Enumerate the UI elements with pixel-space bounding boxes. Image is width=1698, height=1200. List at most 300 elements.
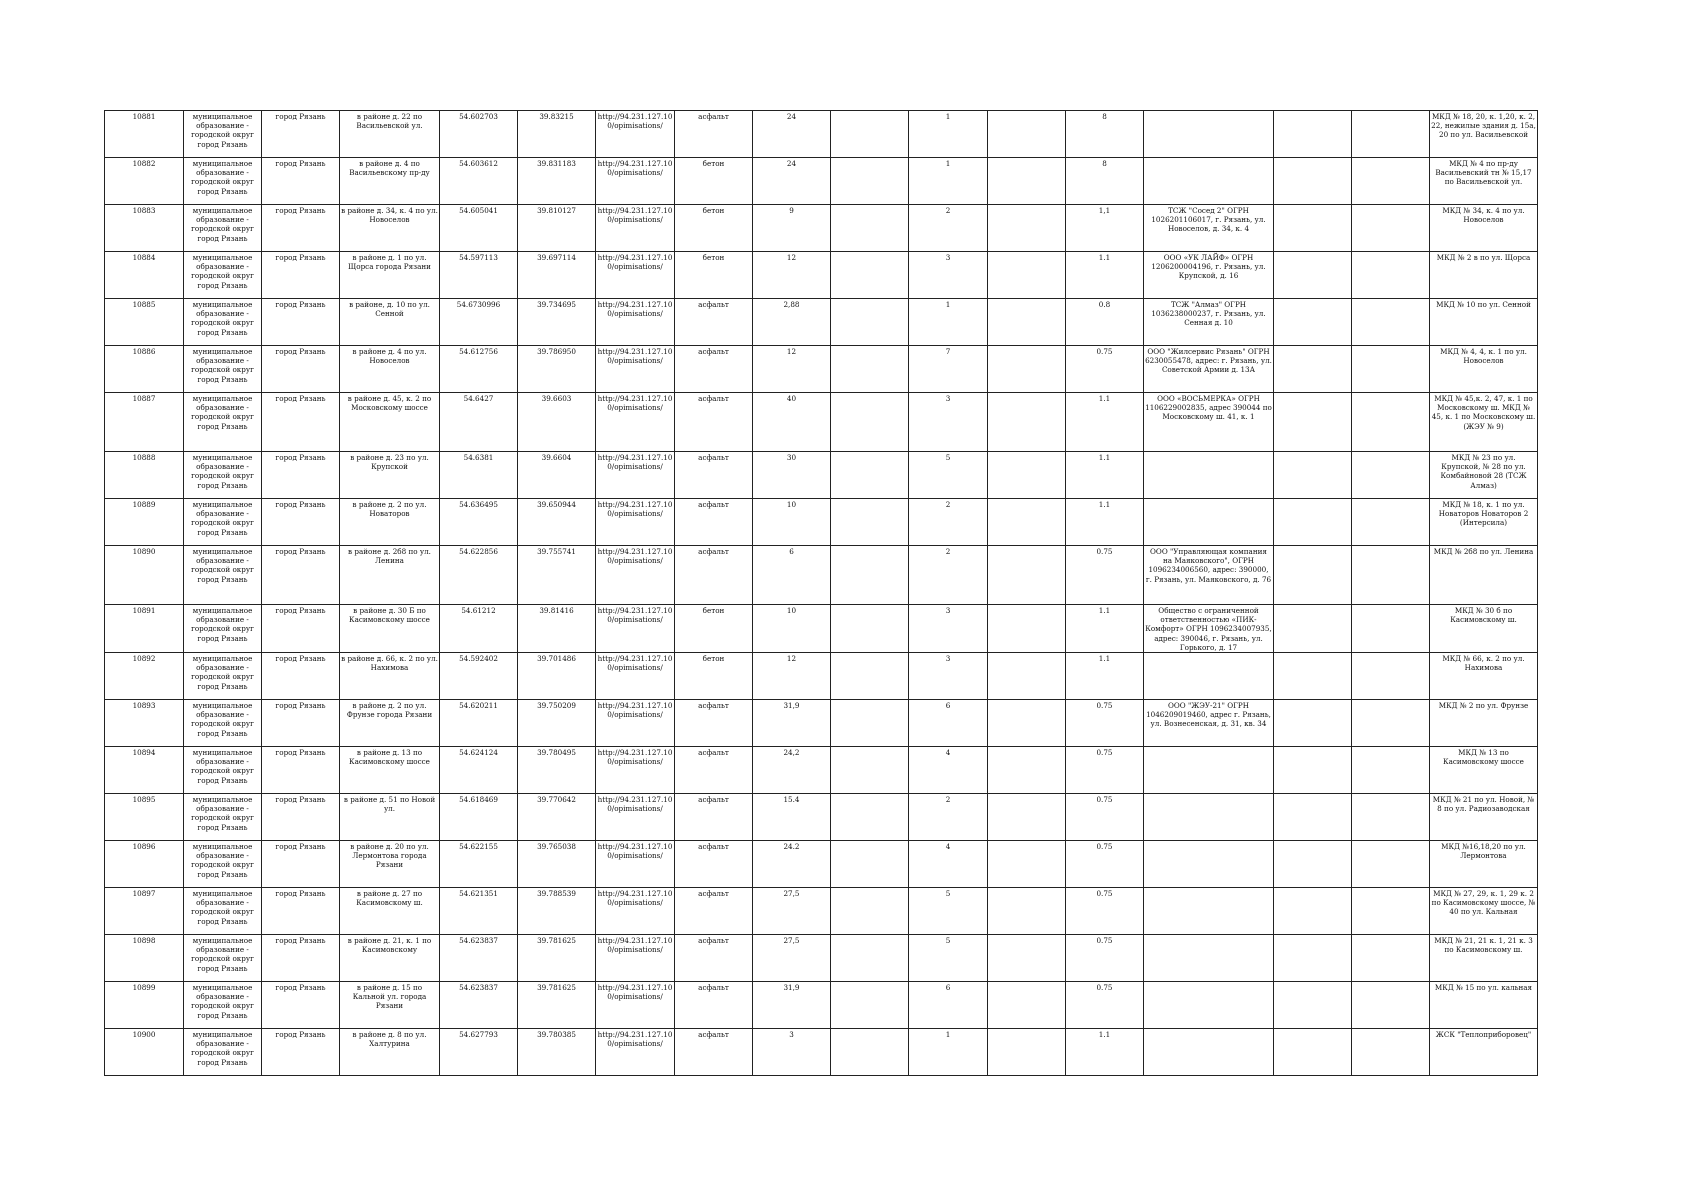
empty-cell: [1352, 605, 1430, 653]
buildings-cell: МКД № 18, 20, к. 1,20, к. 2, 22, нежилые здания д. 15а, 20 по ул. Васильевской: [1430, 111, 1538, 158]
area-cell: 24: [753, 158, 831, 205]
empty-cell: [1352, 252, 1430, 299]
empty-cell: [988, 393, 1066, 452]
url-cell: http://94.231.127.10 0/opimisations/: [596, 653, 675, 700]
row-number-cell: 10894: [105, 747, 184, 794]
latitude-cell: 54.627793: [440, 1029, 518, 1076]
address-cell: в районе д. 8 по ул. Халтурина: [340, 1029, 440, 1076]
empty-cell: [988, 888, 1066, 935]
empty-cell: [1274, 299, 1352, 346]
area-cell: 12: [753, 252, 831, 299]
surface-cell: асфальт: [675, 982, 753, 1029]
area-cell: 2,88: [753, 299, 831, 346]
surface-cell: асфальт: [675, 499, 753, 546]
area-cell: 31,9: [753, 700, 831, 747]
area-cell: 24: [753, 111, 831, 158]
municipality-cell: муниципальное образование - городской округ город Рязань: [184, 794, 262, 841]
municipality-cell: муниципальное образование - городской округ город Рязань: [184, 546, 262, 605]
volume-cell: 1.1: [1066, 393, 1144, 452]
latitude-cell: 54.618469: [440, 794, 518, 841]
longitude-cell: 39.810127: [518, 205, 596, 252]
row-number-cell: 10899: [105, 982, 184, 1029]
table-row: [105, 700, 1538, 747]
area-cell: 27,5: [753, 935, 831, 982]
buildings-cell: МКД № 18, к. 1 по ул. Новаторов Новаторов 2 (Интерсила): [1430, 499, 1538, 546]
volume-cell: 0.75: [1066, 346, 1144, 393]
url-cell: http://94.231.127.10 0/opimisations/: [596, 111, 675, 158]
surface-cell: бетон: [675, 158, 753, 205]
surface-cell: асфальт: [675, 299, 753, 346]
empty-cell: [1274, 158, 1352, 205]
buildings-cell: ЖСК "Теплоприборовец": [1430, 1029, 1538, 1076]
municipality-cell: муниципальное образование - городской округ город Рязань: [184, 1029, 262, 1076]
organization-cell: [1144, 653, 1274, 700]
latitude-cell: 54.61212: [440, 605, 518, 653]
url-cell: http://94.231.127.10 0/opimisations/: [596, 299, 675, 346]
empty-cell: [1274, 653, 1352, 700]
count-cell: 3: [909, 393, 988, 452]
empty-cell: [831, 653, 909, 700]
empty-cell: [831, 499, 909, 546]
empty-cell: [1352, 935, 1430, 982]
table-row: [105, 393, 1538, 452]
count-cell: 5: [909, 935, 988, 982]
latitude-cell: 54.620211: [440, 700, 518, 747]
latitude-cell: 54.612756: [440, 346, 518, 393]
empty-cell: [1352, 499, 1430, 546]
table-row: [105, 346, 1538, 393]
city-cell: город Рязань: [262, 111, 340, 158]
area-cell: 24.2: [753, 841, 831, 888]
city-cell: город Рязань: [262, 299, 340, 346]
row-number-cell: 10898: [105, 935, 184, 982]
volume-cell: 0.75: [1066, 841, 1144, 888]
table-row: [105, 888, 1538, 935]
longitude-cell: 39.788539: [518, 888, 596, 935]
count-cell: 2: [909, 794, 988, 841]
volume-cell: 8: [1066, 158, 1144, 205]
empty-cell: [1274, 935, 1352, 982]
longitude-cell: 39.755741: [518, 546, 596, 605]
volume-cell: 0.75: [1066, 888, 1144, 935]
empty-cell: [1274, 393, 1352, 452]
longitude-cell: 39.770642: [518, 794, 596, 841]
city-cell: город Рязань: [262, 393, 340, 452]
area-cell: 3: [753, 1029, 831, 1076]
url-cell: http://94.231.127.10 0/opimisations/: [596, 982, 675, 1029]
organization-cell: ООО "Управляющая компания на Маяковского", ОГРН 1096234006560, адрес: 390000, г. Рязань, ул. Маяковского, д. 76: [1144, 546, 1274, 605]
row-number-cell: 10897: [105, 888, 184, 935]
table-row: [105, 499, 1538, 546]
buildings-cell: МКД № 34, к. 4 по ул. Новоселов: [1430, 205, 1538, 252]
count-cell: 4: [909, 841, 988, 888]
latitude-cell: 54.623837: [440, 935, 518, 982]
buildings-cell: МКД № 2 в по ул. Щорса: [1430, 252, 1538, 299]
longitude-cell: 39.650944: [518, 499, 596, 546]
municipality-cell: муниципальное образование - городской округ город Рязань: [184, 653, 262, 700]
organization-cell: [1144, 982, 1274, 1029]
buildings-cell: МКД № 23 по ул. Крупской, № 28 по ул. Комбайновой 28 (ТСЖ Алмаз): [1430, 452, 1538, 499]
row-number-cell: 10881: [105, 111, 184, 158]
row-number-cell: 10896: [105, 841, 184, 888]
buildings-cell: МКД № 27, 29, к. 1, 29 к. 2 по Касимовскому шоссе, № 40 по ул. Кальная: [1430, 888, 1538, 935]
table-row: [105, 452, 1538, 499]
volume-cell: 1.1: [1066, 452, 1144, 499]
table-row: [105, 1029, 1538, 1076]
empty-cell: [1352, 393, 1430, 452]
longitude-cell: 39.83215: [518, 111, 596, 158]
table-row: [105, 111, 1538, 158]
empty-cell: [1352, 299, 1430, 346]
buildings-cell: МКД № 30 б по Касимовскому ш.: [1430, 605, 1538, 653]
longitude-cell: 39.781625: [518, 935, 596, 982]
empty-cell: [1274, 747, 1352, 794]
empty-cell: [988, 1029, 1066, 1076]
buildings-cell: МКД № 21, 21 к. 1, 21 к. 3 по Касимовскому ш.: [1430, 935, 1538, 982]
municipality-cell: муниципальное образование - городской округ город Рязань: [184, 111, 262, 158]
table-row: [105, 605, 1538, 653]
empty-cell: [831, 452, 909, 499]
row-number-cell: 10885: [105, 299, 184, 346]
empty-cell: [831, 841, 909, 888]
organization-cell: [1144, 1029, 1274, 1076]
organization-cell: [1144, 747, 1274, 794]
municipality-cell: муниципальное образование - городской округ город Рязань: [184, 747, 262, 794]
area-cell: 24,2: [753, 747, 831, 794]
empty-cell: [988, 794, 1066, 841]
longitude-cell: 39.780495: [518, 747, 596, 794]
buildings-cell: МКД № 45,к. 2, 47, к. 1 по Московскому ш. МКД № 45, к. 1 по Московскому ш. (ЖЭУ № 9): [1430, 393, 1538, 452]
row-number-cell: 10891: [105, 605, 184, 653]
address-cell: в районе д. 2б8 по ул. Ленина: [340, 546, 440, 605]
surface-cell: асфальт: [675, 111, 753, 158]
municipality-cell: муниципальное образование - городской округ город Рязань: [184, 841, 262, 888]
address-cell: в районе д. 22 по Васильевской ул.: [340, 111, 440, 158]
volume-cell: 0.75: [1066, 700, 1144, 747]
count-cell: 5: [909, 452, 988, 499]
organization-cell: [1144, 935, 1274, 982]
latitude-cell: 54.6730996: [440, 299, 518, 346]
empty-cell: [831, 299, 909, 346]
surface-cell: асфальт: [675, 747, 753, 794]
empty-cell: [1274, 499, 1352, 546]
empty-cell: [988, 452, 1066, 499]
organization-cell: ТСЖ "Алмаз" ОГРН 1036238000237, г. Рязань, ул. Сенная д. 10: [1144, 299, 1274, 346]
empty-cell: [988, 299, 1066, 346]
volume-cell: 1.1: [1066, 1029, 1144, 1076]
row-number-cell: 10890: [105, 546, 184, 605]
row-number-cell: 10892: [105, 653, 184, 700]
address-cell: в районе д. 23 по ул. Крупской: [340, 452, 440, 499]
surface-cell: асфальт: [675, 346, 753, 393]
municipality-cell: муниципальное образование - городской округ город Рязань: [184, 252, 262, 299]
volume-cell: 0.75: [1066, 935, 1144, 982]
latitude-cell: 54.602703: [440, 111, 518, 158]
url-cell: http://94.231.127.10 0/opimisations/: [596, 452, 675, 499]
municipality-cell: муниципальное образование - городской округ город Рязань: [184, 393, 262, 452]
volume-cell: 1.1: [1066, 252, 1144, 299]
organization-cell: Общество с ограниченной ответственностью «ПИК-Комфорт» ОГРН 1096234007935, адрес: 390046, г. Рязань, ул. Горького, д. 17: [1145, 606, 1272, 652]
empty-cell: [1352, 888, 1430, 935]
city-cell: город Рязань: [262, 653, 340, 700]
empty-cell: [831, 205, 909, 252]
empty-cell: [988, 653, 1066, 700]
organization-cell: [1144, 111, 1274, 158]
volume-cell: 0.75: [1066, 794, 1144, 841]
city-cell: город Рязань: [262, 888, 340, 935]
count-cell: 7: [909, 346, 988, 393]
city-cell: город Рязань: [262, 700, 340, 747]
address-cell: в районе д. 21, к. 1 по Касимовскому: [340, 935, 440, 982]
city-cell: город Рязань: [262, 546, 340, 605]
latitude-cell: 54.6381: [440, 452, 518, 499]
url-cell: http://94.231.127.10 0/opimisations/: [596, 158, 675, 205]
latitude-cell: 54.592402: [440, 653, 518, 700]
empty-cell: [988, 111, 1066, 158]
municipality-cell: муниципальное образование - городской округ город Рязань: [184, 346, 262, 393]
organization-cell: [1144, 452, 1274, 499]
city-cell: город Рязань: [262, 841, 340, 888]
municipality-cell: муниципальное образование - городской округ город Рязань: [184, 452, 262, 499]
empty-cell: [988, 935, 1066, 982]
volume-cell: 0.8: [1066, 299, 1144, 346]
empty-cell: [831, 158, 909, 205]
address-cell: в районе д. 15 по Кальной ул. города Рязани: [340, 982, 440, 1029]
surface-cell: бетон: [675, 205, 753, 252]
surface-cell: асфальт: [675, 935, 753, 982]
url-cell: http://94.231.127.10 0/opimisations/: [596, 1029, 675, 1076]
row-number-cell: 10893: [105, 700, 184, 747]
surface-cell: бетон: [675, 252, 753, 299]
table-row: [105, 252, 1538, 299]
area-cell: 12: [753, 653, 831, 700]
latitude-cell: 54.622155: [440, 841, 518, 888]
surface-cell: бетон: [675, 605, 753, 653]
address-cell: в районе д. 4 по ул. Новоселов: [340, 346, 440, 393]
empty-cell: [1274, 982, 1352, 1029]
city-cell: город Рязань: [262, 794, 340, 841]
empty-cell: [988, 205, 1066, 252]
city-cell: город Рязань: [262, 935, 340, 982]
empty-cell: [1274, 546, 1352, 605]
buildings-cell: МКД № 4, 4, к. 1 по ул. Новоселов: [1430, 346, 1538, 393]
url-cell: http://94.231.127.10 0/opimisations/: [596, 841, 675, 888]
table-row: [105, 794, 1538, 841]
surface-cell: асфальт: [675, 452, 753, 499]
longitude-cell: 39.831183: [518, 158, 596, 205]
empty-cell: [988, 499, 1066, 546]
longitude-cell: 39.781625: [518, 982, 596, 1029]
organization-cell: [1144, 888, 1274, 935]
empty-cell: [988, 747, 1066, 794]
empty-cell: [1352, 346, 1430, 393]
row-number-cell: 10882: [105, 158, 184, 205]
data-table: [104, 110, 1538, 1076]
city-cell: город Рязань: [262, 1029, 340, 1076]
empty-cell: [1352, 452, 1430, 499]
empty-cell: [1352, 700, 1430, 747]
organization-cell: ООО "ЖЭУ-21" ОГРН 1046209019460, адрес г. Рязань, ул. Вознесенская, д. 31, кв. 34: [1144, 700, 1274, 747]
surface-cell: асфальт: [675, 888, 753, 935]
area-cell: 9: [753, 205, 831, 252]
volume-cell: 1.1: [1066, 605, 1144, 653]
address-cell: в районе д. 20 по ул. Лермонтова города Рязани: [340, 841, 440, 888]
address-cell: в районе, д. 10 по ул. Сенной: [340, 299, 440, 346]
empty-cell: [831, 747, 909, 794]
count-cell: 3: [909, 252, 988, 299]
area-cell: 10: [753, 499, 831, 546]
empty-cell: [988, 982, 1066, 1029]
area-cell: 6: [753, 546, 831, 605]
empty-cell: [1274, 346, 1352, 393]
longitude-cell: 39.780385: [518, 1029, 596, 1076]
buildings-cell: МКД № 66, к. 2 по ул. Нахимова: [1430, 653, 1538, 700]
address-cell: в районе д. 34, к. 4 по ул. Новоселов: [340, 205, 440, 252]
empty-cell: [1274, 252, 1352, 299]
buildings-cell: МКД № 13 по Касимовскому шоссе: [1430, 747, 1538, 794]
empty-cell: [1274, 1029, 1352, 1076]
surface-cell: асфальт: [675, 393, 753, 452]
buildings-cell: МКД № 21 по ул. Новой, № 8 по ул. Радиозаводская: [1430, 794, 1538, 841]
empty-cell: [831, 252, 909, 299]
buildings-cell: МКД № 15 по ул. кальная: [1430, 982, 1538, 1029]
latitude-cell: 54.605041: [440, 205, 518, 252]
row-number-cell: 10883: [105, 205, 184, 252]
latitude-cell: 54.623837: [440, 982, 518, 1029]
city-cell: город Рязань: [262, 605, 340, 653]
row-number-cell: 10900: [105, 1029, 184, 1076]
surface-cell: асфальт: [675, 841, 753, 888]
buildings-cell: МКД № 4 по пр-ду Васильевский тн № 15,17 по Васильевской ул.: [1430, 158, 1538, 205]
volume-cell: 1.1: [1066, 499, 1144, 546]
volume-cell: 1,1: [1066, 205, 1144, 252]
municipality-cell: муниципальное образование - городской округ город Рязань: [184, 888, 262, 935]
empty-cell: [1352, 546, 1430, 605]
buildings-cell: МКД №16,18,20 по ул. Лермонтова: [1430, 841, 1538, 888]
url-cell: http://94.231.127.10 0/opimisations/: [596, 346, 675, 393]
longitude-cell: 39.6603: [518, 393, 596, 452]
count-cell: 1: [909, 111, 988, 158]
empty-cell: [1274, 794, 1352, 841]
table-row: [105, 158, 1538, 205]
longitude-cell: 39.750209: [518, 700, 596, 747]
municipality-cell: муниципальное образование - городской округ город Рязань: [184, 205, 262, 252]
buildings-cell: МКД № 2 по ул. Фрунзе: [1430, 700, 1538, 747]
count-cell: 2: [909, 499, 988, 546]
row-number-cell: 10884: [105, 252, 184, 299]
empty-cell: [1352, 205, 1430, 252]
url-cell: http://94.231.127.10 0/opimisations/: [596, 252, 675, 299]
address-cell: в районе д. 4 по Васильевскому пр-ду: [340, 158, 440, 205]
municipality-cell: муниципальное образование - городской округ город Рязань: [184, 499, 262, 546]
empty-cell: [1274, 205, 1352, 252]
empty-cell: [988, 605, 1066, 653]
empty-cell: [831, 794, 909, 841]
empty-cell: [831, 888, 909, 935]
empty-cell: [831, 605, 909, 653]
volume-cell: 0.75: [1066, 982, 1144, 1029]
empty-cell: [1352, 1029, 1430, 1076]
address-cell: в районе д. 2 по ул. Фрунзе города Рязани: [340, 700, 440, 747]
count-cell: 5: [909, 888, 988, 935]
count-cell: 1: [909, 1029, 988, 1076]
count-cell: 4: [909, 747, 988, 794]
address-cell: в районе д. 13 по Касимовскому шоссе: [340, 747, 440, 794]
empty-cell: [988, 346, 1066, 393]
address-cell: в районе д. 2 по ул. Новаторов: [340, 499, 440, 546]
latitude-cell: 54.636495: [440, 499, 518, 546]
row-number-cell: 10889: [105, 499, 184, 546]
organization-cell: [1144, 499, 1274, 546]
empty-cell: [1274, 841, 1352, 888]
table-row: [105, 546, 1538, 605]
volume-cell: 0.75: [1066, 546, 1144, 605]
surface-cell: асфальт: [675, 700, 753, 747]
empty-cell: [1352, 841, 1430, 888]
latitude-cell: 54.603612: [440, 158, 518, 205]
row-number-cell: 10895: [105, 794, 184, 841]
empty-cell: [988, 841, 1066, 888]
buildings-cell: МКД № 10 по ул. Сенной: [1430, 299, 1538, 346]
municipality-cell: муниципальное образование - городской округ город Рязань: [184, 700, 262, 747]
table-row: [105, 841, 1538, 888]
row-number-cell: 10886: [105, 346, 184, 393]
empty-cell: [1274, 888, 1352, 935]
table-body: [105, 111, 1538, 1076]
empty-cell: [988, 546, 1066, 605]
count-cell: 2: [909, 205, 988, 252]
empty-cell: [988, 252, 1066, 299]
table-row: [105, 982, 1538, 1029]
url-cell: http://94.231.127.10 0/opimisations/: [596, 747, 675, 794]
url-cell: http://94.231.127.10 0/opimisations/: [596, 499, 675, 546]
longitude-cell: 39.786950: [518, 346, 596, 393]
volume-cell: 8: [1066, 111, 1144, 158]
organization-cell: ООО «ВОСЬМЕРКА» ОГРН 1106229002835, адрес 390044 по Московскому ш. 41, к. 1: [1144, 393, 1274, 452]
table-row: [105, 653, 1538, 700]
address-cell: в районе д. 51 по Новой ул.: [340, 794, 440, 841]
empty-cell: [1352, 653, 1430, 700]
address-cell: в районе д. 30 Б по Касимовскому шоссе: [340, 605, 440, 653]
url-cell: http://94.231.127.10 0/opimisations/: [596, 605, 675, 653]
surface-cell: асфальт: [675, 546, 753, 605]
longitude-cell: 39.765038: [518, 841, 596, 888]
organization-cell: [1144, 794, 1274, 841]
organization-cell: ООО «УК ЛАЙФ» ОГРН 1206200004196, г. Рязань, ул. Крупской, д. 16: [1144, 252, 1274, 299]
count-cell: 1: [909, 158, 988, 205]
url-cell: http://94.231.127.10 0/opimisations/: [596, 205, 675, 252]
empty-cell: [1274, 700, 1352, 747]
empty-cell: [988, 158, 1066, 205]
empty-cell: [831, 111, 909, 158]
empty-cell: [1274, 111, 1352, 158]
empty-cell: [831, 935, 909, 982]
latitude-cell: 54.6427: [440, 393, 518, 452]
latitude-cell: 54.622856: [440, 546, 518, 605]
city-cell: город Рязань: [262, 747, 340, 794]
municipality-cell: муниципальное образование - городской округ город Рязань: [184, 605, 262, 653]
count-cell: 2: [909, 546, 988, 605]
empty-cell: [988, 700, 1066, 747]
organization-cell: ООО "Жилсервис Рязань" ОГРН 6230055478, адрес: г. Рязань, ул. Советской Армии д. 13А: [1144, 346, 1274, 393]
address-cell: в районе д. 27 по Касимовскому ш.: [340, 888, 440, 935]
surface-cell: бетон: [675, 653, 753, 700]
area-cell: 10: [753, 605, 831, 653]
row-number-cell: 10888: [105, 452, 184, 499]
area-cell: 40: [753, 393, 831, 452]
organization-cell: [1144, 158, 1274, 205]
city-cell: город Рязань: [262, 346, 340, 393]
